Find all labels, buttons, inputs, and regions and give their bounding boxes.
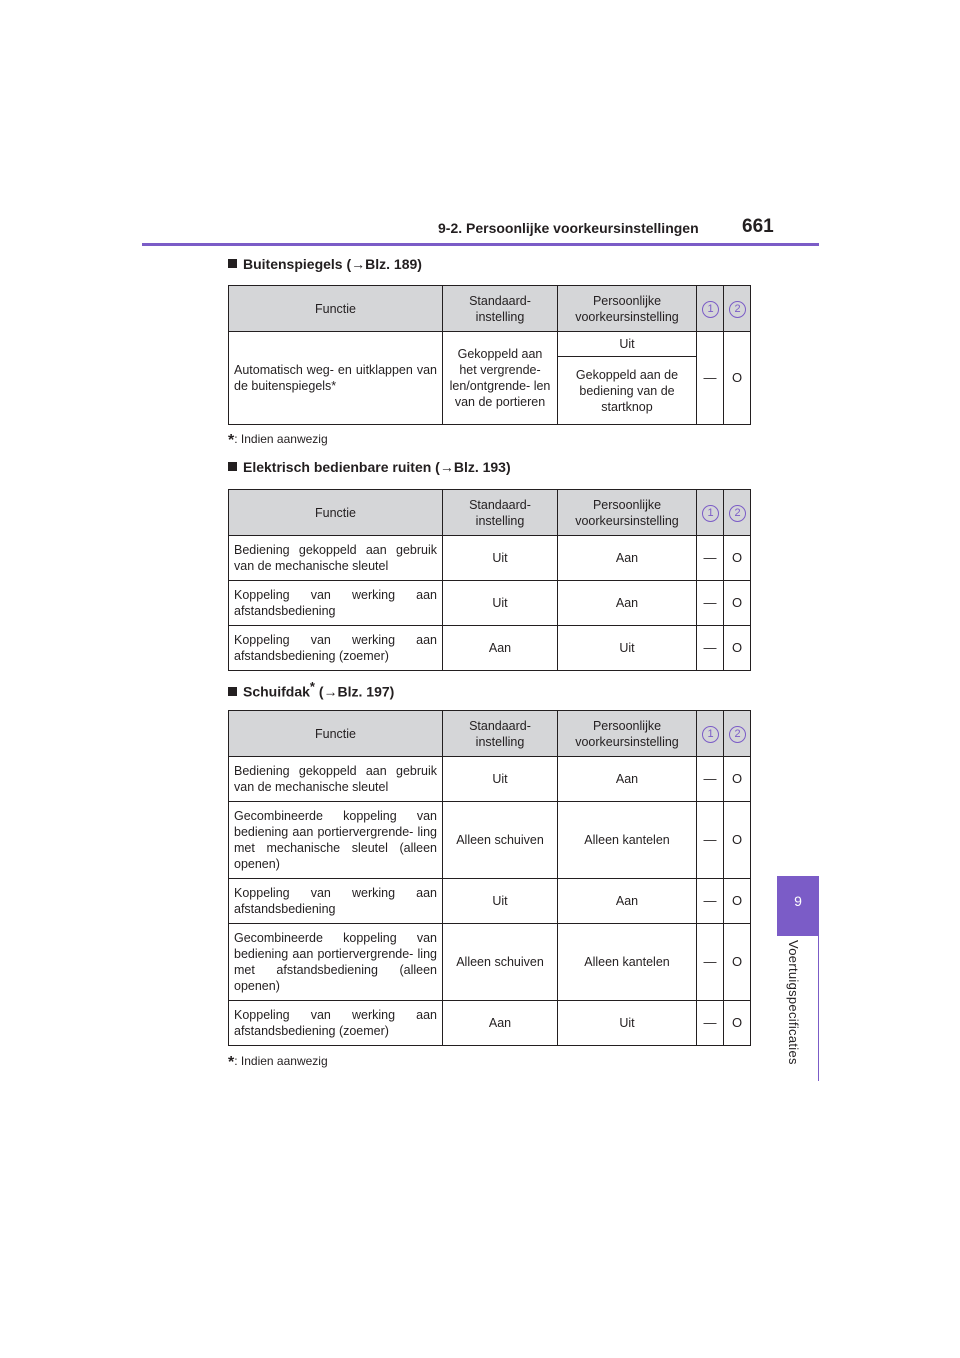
- cell-col1: —: [697, 332, 724, 425]
- bullet-square-icon: [228, 462, 237, 471]
- table-ruiten: [228, 489, 751, 671]
- cell-col1: —: [697, 879, 724, 924]
- cell-persoonlijk: Aan: [558, 879, 697, 924]
- cell-persoonlijk: Uit: [558, 1001, 697, 1046]
- header-col1: 1: [697, 711, 724, 757]
- table-buitenspiegels: [228, 285, 751, 425]
- cell-standaard: Alleen schuiven: [443, 924, 558, 1001]
- header-col1: 1: [697, 286, 724, 332]
- cell-standaard: Uit: [443, 757, 558, 802]
- table-row: [229, 536, 751, 581]
- section-heading-ruiten: Elektrisch bedienbare ruiten (→Blz. 193): [228, 459, 511, 475]
- table-header-row: [229, 490, 751, 536]
- cell-standaard: Uit: [443, 879, 558, 924]
- table-row: [229, 581, 751, 626]
- cell-functie: Gecombineerde koppeling van bediening aan portiervergrende- ling met afstandsbediening (alleen openen): [229, 924, 443, 1001]
- header-functie: Functie: [229, 286, 443, 332]
- cell-col2: O: [724, 626, 751, 671]
- header-rule: [142, 243, 819, 246]
- header-standaard: Standaard-instelling: [443, 711, 558, 757]
- cell-persoonlijk-option-1: Uit: [558, 332, 697, 357]
- cell-col2: O: [724, 802, 751, 879]
- section-title: 9-2. Persoonlijke voorkeursinstellingen: [438, 220, 699, 236]
- cell-functie: Koppeling van werking aan afstandsbediening: [229, 581, 443, 626]
- table-row: [229, 757, 751, 802]
- cell-persoonlijk: Alleen kantelen: [558, 924, 697, 1001]
- cell-persoonlijk: Aan: [558, 581, 697, 626]
- chapter-rule: [818, 936, 819, 1081]
- header-persoonlijk: Persoonlijke voorkeursinstelling: [558, 711, 697, 757]
- header-col2: 2: [724, 711, 751, 757]
- cell-standaard: Alleen schuiven: [443, 802, 558, 879]
- cell-persoonlijk: Alleen kantelen: [558, 802, 697, 879]
- table-row: [229, 332, 751, 357]
- table-header-row: [229, 711, 751, 757]
- cell-functie: Automatisch weg- en uitklappen van de buitenspiegels*: [229, 332, 443, 425]
- header-standaard: Standaard-instelling: [443, 286, 558, 332]
- cell-functie: Koppeling van werking aan afstandsbediening (zoemer): [229, 626, 443, 671]
- cell-col2: O: [724, 1001, 751, 1046]
- cell-col1: —: [697, 536, 724, 581]
- cell-functie: Bediening gekoppeld aan gebruik van de mechanische sleutel: [229, 536, 443, 581]
- table-schuifdak: [228, 710, 751, 1046]
- header-col2: 2: [724, 490, 751, 536]
- table-row: [229, 924, 751, 1001]
- bullet-square-icon: [228, 687, 237, 696]
- chapter-label: Voertuigspecificaties: [786, 940, 801, 1065]
- cell-col2: O: [724, 924, 751, 1001]
- header-persoonlijk: Persoonlijke voorkeursinstelling: [558, 286, 697, 332]
- cell-persoonlijk: Aan: [558, 757, 697, 802]
- cell-col2: O: [724, 757, 751, 802]
- cell-col2: O: [724, 879, 751, 924]
- table-row: [229, 1001, 751, 1046]
- cell-col1: —: [697, 757, 724, 802]
- header-persoonlijk: Persoonlijke voorkeursinstelling: [558, 490, 697, 536]
- page-number: 661: [742, 216, 774, 237]
- header-col2: 2: [724, 286, 751, 332]
- cell-col1: —: [697, 924, 724, 1001]
- cell-functie: Koppeling van werking aan afstandsbediening: [229, 879, 443, 924]
- cell-standaard: Aan: [443, 1001, 558, 1046]
- table-row: [229, 802, 751, 879]
- chapter-number: 9: [794, 893, 802, 909]
- cell-col2: O: [724, 536, 751, 581]
- cell-col1: —: [697, 1001, 724, 1046]
- cell-col1: —: [697, 581, 724, 626]
- cell-functie: Bediening gekoppeld aan gebruik van de mechanische sleutel: [229, 757, 443, 802]
- header-functie: Functie: [229, 711, 443, 757]
- cell-persoonlijk-option-2: Gekoppeld aan de bediening van de startknop: [558, 357, 697, 425]
- table-header-row: [229, 286, 751, 332]
- cell-functie: Gecombineerde koppeling van bediening aan portiervergrende- ling met mechanische sleutel (alleen openen): [229, 802, 443, 879]
- footnote: *: Indien aanwezig: [228, 1054, 328, 1071]
- section-heading-schuifdak: Schuifdak* (→Blz. 197): [228, 679, 394, 700]
- table-row: [229, 626, 751, 671]
- cell-col1: —: [697, 626, 724, 671]
- cell-col2: O: [724, 581, 751, 626]
- table-row: [229, 879, 751, 924]
- bullet-square-icon: [228, 259, 237, 268]
- cell-functie: Koppeling van werking aan afstandsbediening (zoemer): [229, 1001, 443, 1046]
- footnote: *: Indien aanwezig: [228, 432, 328, 449]
- cell-persoonlijk: Uit: [558, 626, 697, 671]
- header-standaard: Standaard-instelling: [443, 490, 558, 536]
- cell-standaard: Aan: [443, 626, 558, 671]
- header-col1: 1: [697, 490, 724, 536]
- cell-col2: O: [724, 332, 751, 425]
- cell-col1: —: [697, 802, 724, 879]
- section-heading-buitenspiegels: Buitenspiegels (→Blz. 189): [228, 256, 422, 272]
- header-functie: Functie: [229, 490, 443, 536]
- cell-standaard: Gekoppeld aan het vergrende- len/ontgrende- len van de portieren: [443, 332, 558, 425]
- cell-standaard: Uit: [443, 536, 558, 581]
- cell-standaard: Uit: [443, 581, 558, 626]
- cell-persoonlijk: Aan: [558, 536, 697, 581]
